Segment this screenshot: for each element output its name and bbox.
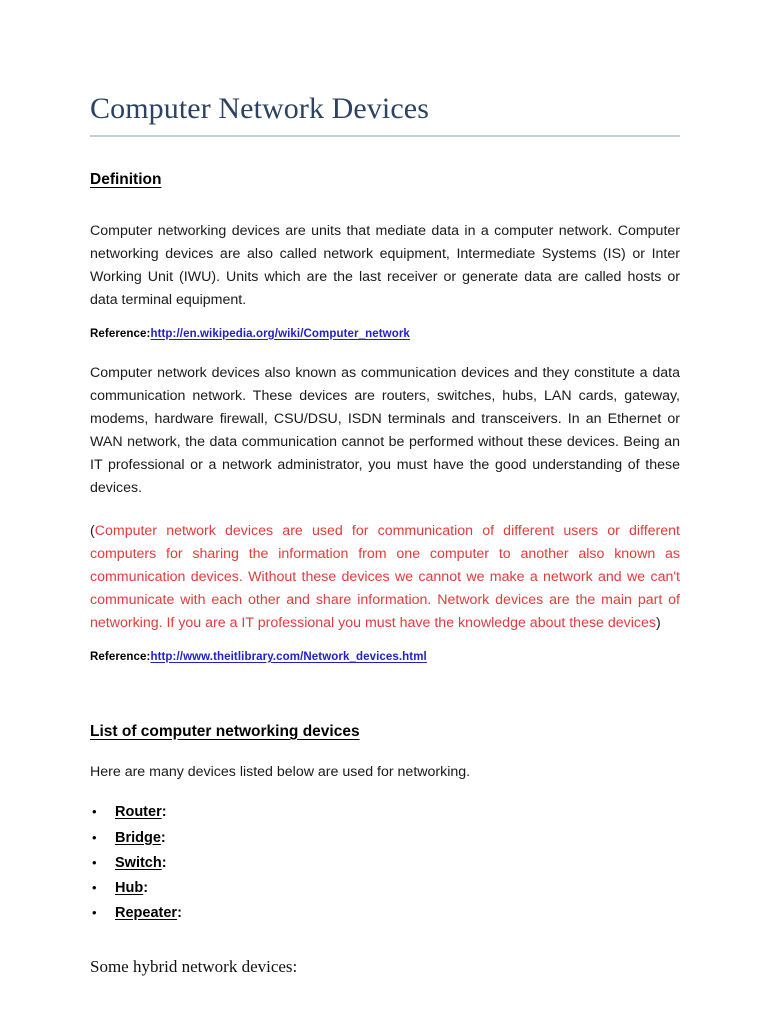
list-item	[90, 802, 680, 824]
reference-label: Reference:	[90, 650, 151, 663]
overview-paragraph: Computer network devices also known as communication devices and they constitute a data communication network. These devices are routers, switches, hubs, LAN cards, gateway, modems, hardware firewall, CSU/DSU, ISDN terminals and transceivers. In an Ethernet or WAN network, the data communication cannot be performed without these devices. Being an IT professional or a network administrator, you must have the good understanding of these devices.	[90, 364, 680, 496]
reference-link-itlibrary[interactable]: http://www.theitlibrary.com/Network_devices.html	[150, 650, 427, 663]
heading-device-list: List of computer networking devices	[90, 722, 360, 740]
reference-link-wikipedia[interactable]: http://en.wikipedia.org/wiki/Computer_network	[150, 327, 410, 340]
device-colon: :	[161, 854, 167, 871]
definition-section-header	[90, 171, 680, 189]
list-item	[90, 878, 680, 900]
reference-label: Reference:	[90, 327, 151, 340]
reference-line-2	[90, 649, 680, 665]
device-name-router: Router	[115, 804, 162, 821]
list-item	[90, 903, 680, 925]
device-list	[90, 802, 680, 925]
document-content	[90, 0, 680, 979]
device-list-intro: Here are many devices listed below are used for networking.	[90, 763, 471, 780]
bullet-icon: •	[92, 804, 97, 820]
page-title: Computer Network Devices	[90, 92, 429, 125]
bullet-icon: •	[92, 905, 97, 921]
device-name-bridge: Bridge	[115, 829, 161, 846]
device-list-section-header	[90, 723, 680, 741]
list-item	[90, 853, 680, 875]
open-paren: (	[90, 522, 95, 539]
bullet-icon: •	[92, 829, 97, 845]
heading-definition: Definition	[90, 170, 162, 188]
highlighted-paragraph	[90, 520, 680, 635]
title-divider	[90, 135, 680, 137]
closing-line: Some hybrid network devices:	[90, 957, 298, 977]
device-colon: :	[177, 905, 182, 922]
device-colon: :	[161, 804, 167, 821]
close-paren: )	[656, 614, 661, 631]
bullet-icon: •	[92, 854, 97, 870]
device-colon: :	[160, 829, 166, 846]
device-name-hub: Hub	[115, 880, 144, 897]
device-name-switch: Switch	[115, 854, 162, 871]
bullet-icon: •	[92, 880, 97, 896]
definition-paragraph: Computer networking devices are units that mediate data in a computer network. Computer networking devices are also called network equipment, Intermediate Systems (IS) or Inter Working Unit (IWU). Units which are the last receiver or generate data are called hosts or data terminal equipment.	[90, 222, 680, 308]
list-item	[90, 828, 680, 850]
reference-line-1	[90, 326, 680, 342]
highlighted-paragraph-text: Computer network devices are used for communication of different users or different computers for sharing the information from one computer to another also known as communication devices. Without these devices we cannot we make a network and we can't communicate with each other and share information. Network devices are the main part of networking. If you are a IT professional you must have the knowledge about these devices	[90, 522, 680, 631]
device-colon: :	[143, 880, 149, 897]
device-name-repeater: Repeater	[115, 905, 178, 922]
